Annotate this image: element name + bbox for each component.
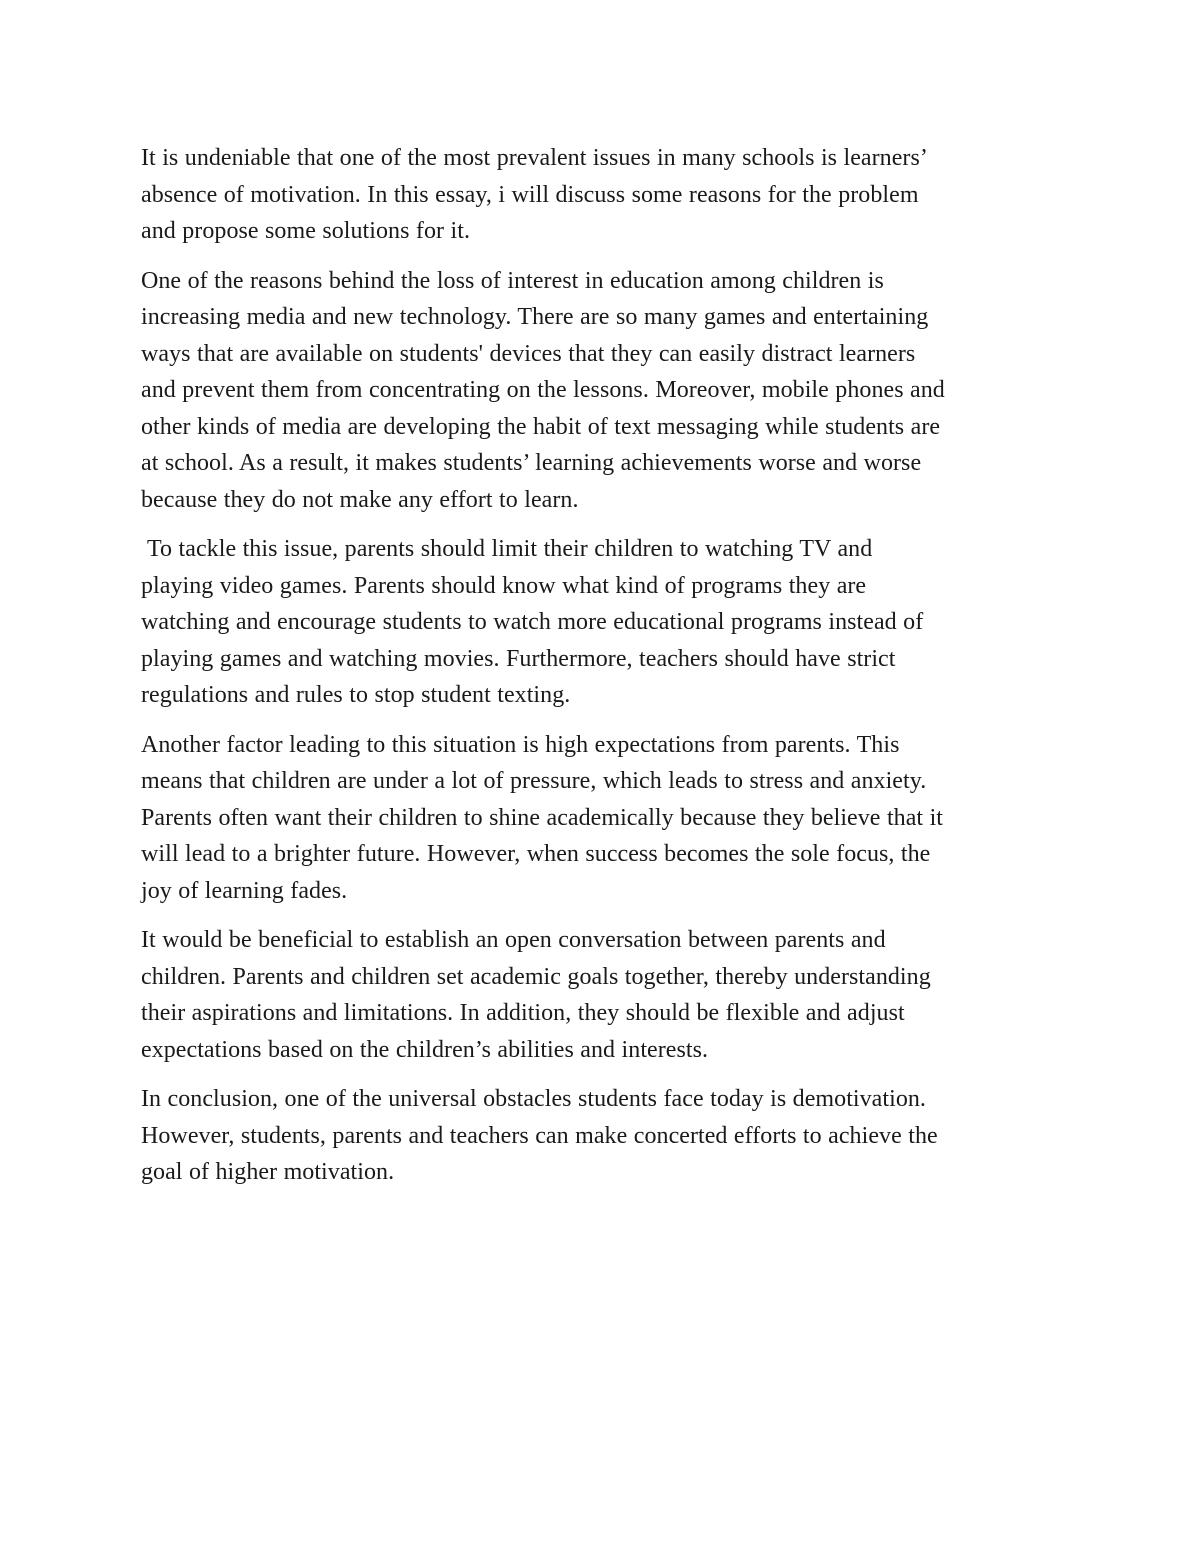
text-line: joy of learning fades.	[141, 877, 348, 904]
text-line: playing games and watching movies. Furthermore, teachers should have strict	[141, 645, 896, 672]
paragraph-solution-expectations	[141, 922, 1060, 1068]
text-line: Another factor leading to this situation is high expectations from parents. This	[141, 731, 900, 758]
text-line: other kinds of media are developing the habit of text messaging while students are	[141, 413, 941, 440]
paragraph-solution-technology	[141, 531, 1060, 714]
text-line: and propose some solutions for it.	[141, 218, 471, 244]
text-line: expectations based on the children’s abilities and interests.	[141, 1036, 709, 1063]
text-line: To tackle this issue, parents should limit their children to watching TV and	[141, 536, 873, 562]
essay-body	[141, 140, 1060, 1191]
text-line: watching and encourage students to watch more educational programs instead of	[141, 609, 924, 635]
text-line: children. Parents and children set academic goals together, thereby understanding	[141, 963, 931, 990]
text-line: their aspirations and limitations. In addition, they should be flexible and adjust	[141, 1000, 905, 1026]
text-line: goal of higher motivation.	[141, 1159, 395, 1185]
text-line: regulations and rules to stop student texting.	[141, 682, 571, 708]
text-line: However, students, parents and teachers can make concerted efforts to achieve the	[141, 1122, 938, 1149]
text-line: means that children are under a lot of pressure, which leads to stress and anxiety.	[141, 768, 927, 794]
text-line: because they do not make any effort to learn.	[141, 486, 579, 513]
text-line: It is undeniable that one of the most prevalent issues in many schools is learners’	[141, 145, 928, 171]
paragraph-reason-technology	[141, 263, 1060, 519]
text-line: ways that are available on students' devices that they can easily distract learners	[141, 340, 916, 367]
text-line: at school. As a result, it makes students’ learning achievements worse and worse	[141, 450, 922, 476]
text-line: increasing media and new technology. There are so many games and entertaining	[141, 304, 929, 330]
text-line: and prevent them from concentrating on the lessons. Moreover, mobile phones and	[141, 377, 945, 403]
paragraph-conclusion	[141, 1081, 1060, 1191]
text-line: In conclusion, one of the universal obstacles students face today is demotivation.	[141, 1086, 926, 1112]
text-line: One of the reasons behind the loss of interest in education among children is	[141, 267, 884, 294]
text-line: absence of motivation. In this essay, i will discuss some reasons for the problem	[141, 181, 919, 208]
text-line: playing video games. Parents should know what kind of programs they are	[141, 572, 867, 599]
text-line: It would be beneficial to establish an open conversation between parents and	[141, 927, 886, 953]
paragraph-reason-expectations	[141, 727, 1060, 910]
paragraph-introduction	[141, 140, 1060, 250]
text-line: Parents often want their children to shine academically because they believe that it	[141, 804, 944, 831]
text-line: will lead to a brighter future. However, when success becomes the sole focus, the	[141, 841, 931, 867]
